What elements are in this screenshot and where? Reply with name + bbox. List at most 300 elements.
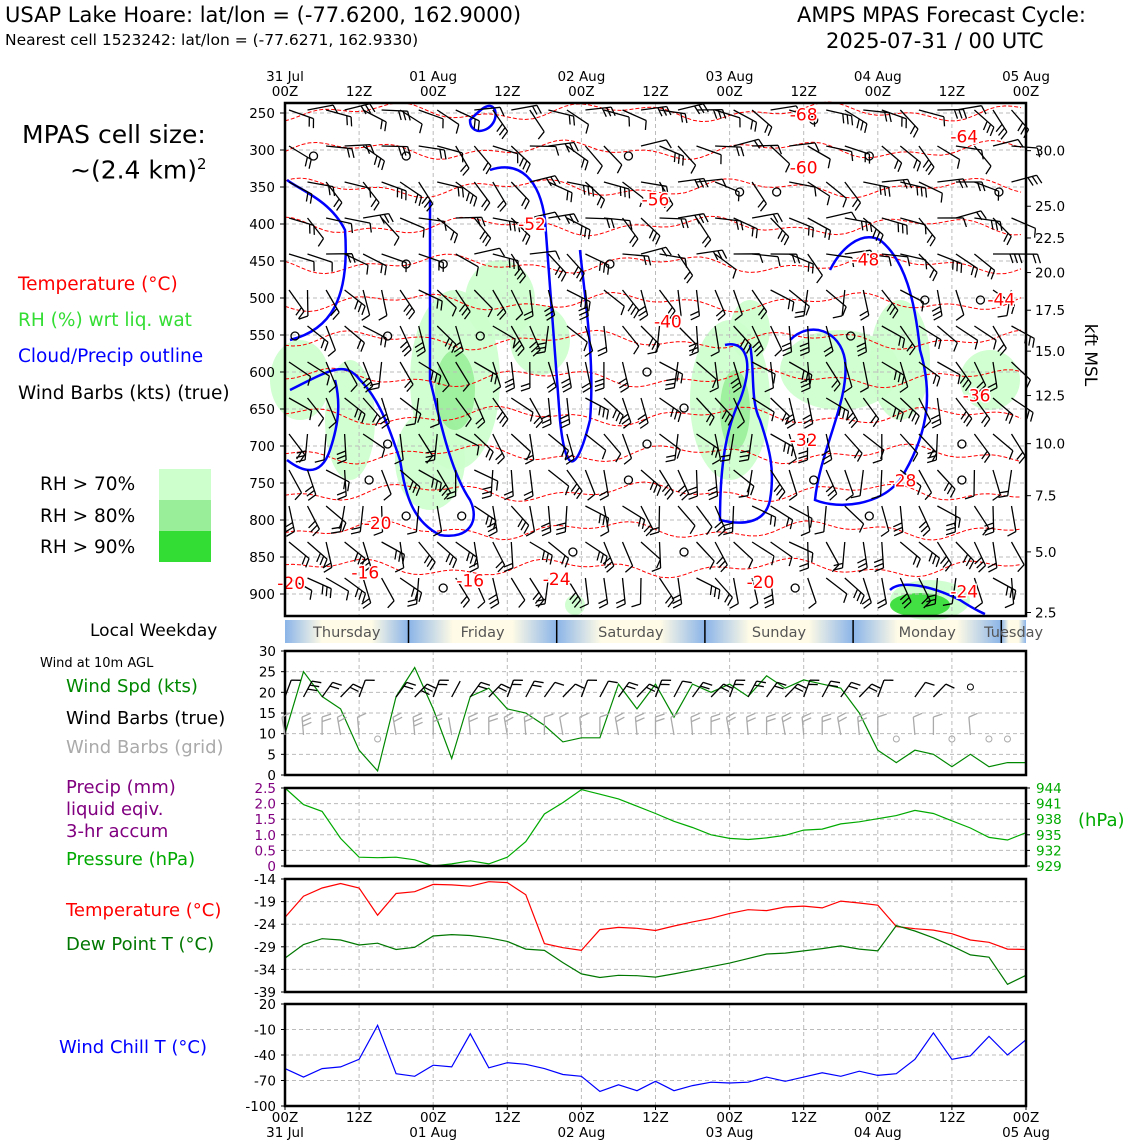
bottom-hour-label: 12Z [345,1110,373,1126]
wind-barb [615,713,624,735]
wind-barb [993,110,1007,139]
wind-barb [638,398,648,428]
wind-barb [913,713,922,735]
legend-rh90: RH > 90% [40,537,136,558]
top-hour-label: 00Z [716,84,743,100]
calm-wind-marker [791,584,799,592]
temperature-contour-label: -32 [789,431,818,451]
wind-barb [345,218,372,233]
bottom-hour-label: 00Z [271,1110,299,1126]
wind-barb [822,681,840,697]
pressure-tick-label: 250 [249,106,275,122]
wind-barb [511,434,530,460]
wind-barb [623,434,632,464]
wind-barb [544,682,564,697]
wind-barb [305,470,316,500]
wind-barb [524,470,533,500]
calm-wind-marker [624,152,632,160]
bottom-date-label: 03 Aug [705,1125,754,1140]
wind-barb [845,470,854,500]
panel-tick-label: 25 [258,664,276,681]
grid-calm-marker [1004,736,1010,742]
pressure-tick-label: 650 [249,402,275,418]
wind-barb [326,578,348,600]
wind-barb [933,684,954,697]
wind-barb [362,290,370,320]
wind-barb [561,362,571,392]
grid-calm-marker [375,736,381,742]
top-date-label: 04 Aug [853,69,902,85]
temperature-contour-label: -16 [351,563,380,584]
temperature-isotherm [285,558,1021,578]
calm-wind-marker [958,440,966,448]
wind-barb [878,680,894,697]
wind-barb [296,434,308,462]
wind-barb [413,713,423,735]
wind-barb [697,542,715,569]
cell-size-base: ~(2.4 km) [70,155,197,185]
wind-barb [585,542,607,566]
panel-tick-label: -14 [253,872,276,888]
wind-barb [474,470,497,491]
wind-barb [382,182,407,200]
wind-barb [993,434,1013,460]
rh-fill-region [435,350,475,430]
wind-barb [345,104,375,114]
wind-barb [919,506,930,536]
panel-tick-label: -29 [253,939,276,956]
wind-barb [845,182,861,211]
wind-barb [822,714,831,735]
top-hour-label: 00Z [271,84,299,100]
height-tick-label: 17.5 [1035,303,1066,320]
calm-wind-marker [921,296,929,304]
pressure-tick-label: 929 [1036,859,1062,875]
wind-barb [302,713,311,735]
wind-barb [1008,506,1016,536]
calm-wind-marker [643,440,651,448]
wind-barb [900,110,918,137]
wind-barb [526,506,534,536]
wind-barb [548,182,572,202]
legend-wind-speed: Wind Spd (kts) [66,676,198,697]
wind-barb [1012,398,1034,422]
panel-tick-label: 10 [258,726,276,743]
wind-barb [863,182,890,197]
wind-barb [322,682,342,697]
panel-tick-label: 0 [267,768,276,784]
rh-fill-region [890,593,950,617]
wind-barb [619,682,639,697]
height-tick-label: 22.5 [1035,230,1066,247]
wind-barb [363,146,384,170]
panel-tick-label: 1.0 [254,827,276,844]
calm-wind-marker [773,188,781,196]
wind-barb [563,684,584,697]
wind-barb [433,680,449,697]
wind-barb [752,506,776,527]
grid-calm-marker [893,736,899,742]
wind-barb [974,326,996,350]
wind-barb [289,434,305,463]
wind-barb [974,254,994,279]
wind-barb [433,714,442,735]
wind-barb [474,218,490,246]
bottom-hour-label: 12Z [790,1110,817,1126]
wind-barb [474,506,496,530]
weekday-label: Local Weekday [90,621,218,641]
wind-barb [363,110,386,131]
pressure-tick-label: 450 [249,254,275,270]
wind-barb [616,578,625,608]
wind-barb [641,218,660,244]
rh-fill-region [565,595,585,615]
wind-barb [315,434,326,462]
temperature-contour-label: -48 [851,250,880,271]
calm-wind-marker [402,152,410,160]
wind-barb [487,506,497,536]
panel-tick-label: 20 [258,685,276,702]
wind-barb [690,290,699,320]
legend-wind-barbs: Wind Barbs (kts) (true) [18,383,230,404]
pressure-tick-label: 850 [249,550,275,566]
wind-barb [393,713,402,735]
top-hour-label: 12Z [642,84,669,100]
panel-tick-label: 2.0 [254,796,276,813]
wind-barb [808,218,831,240]
wind-barb [838,713,847,735]
wind-barb [771,326,782,356]
wind-barb [771,254,800,263]
wind-barb [326,110,352,126]
wind-barb [752,542,774,565]
panel-tick-label: -70 [253,1073,276,1090]
wind-barb [289,254,314,271]
pressure-tick-label: 600 [249,365,275,381]
wind-barb [437,218,457,243]
wind-barb [604,434,621,462]
temperature-contour-label: -28 [888,471,917,492]
wind-barb [623,506,645,529]
wind-barb [504,470,513,500]
wind-barb [526,681,544,697]
wind-barb [289,290,304,319]
weekday-name: Sunday [751,625,807,641]
calm-wind-marker [384,332,392,340]
wind-barb [449,717,452,735]
wind-barb [641,140,671,148]
wind-barb [708,470,718,500]
wind-barb [504,713,513,735]
bottom-date-label: 01 Aug [409,1125,458,1140]
legend-wind-10m: Wind at 10m AGL [40,656,154,671]
pressure-tick-label: 800 [249,513,275,529]
wind-barb [370,362,382,390]
legend-rh: RH (%) wrt liq. wat [18,310,192,331]
bottom-hour-label: 00Z [864,1110,892,1126]
wind-barb [808,182,830,205]
wind-barb [474,182,490,211]
top-hour-label: 12Z [790,84,817,100]
temperature-contour-label: -20 [363,513,392,534]
wind-barb [289,146,311,169]
temperature-contour-label: -16 [456,571,485,592]
wind-barb [623,254,651,265]
top-date-label: 05 Aug [1002,69,1050,85]
wind-barb [541,398,551,428]
wind-barb [860,290,869,320]
wind-barb [919,470,932,500]
wind-barb [985,506,994,535]
panel-tick-label: 1.5 [254,812,276,829]
panel-tick-label: 15 [258,706,276,722]
wind-barb [452,681,461,697]
calm-wind-marker [569,548,577,556]
wind-barb [489,684,510,697]
wind-barb [845,218,872,232]
wind-barb [767,682,787,697]
panel-tick-label: 5 [267,747,276,764]
wind-barb [641,542,660,568]
wind-barb [660,470,674,499]
wind-barb [937,362,960,384]
pressure-tick-label: 350 [249,180,275,196]
panel-tick-label: -24 [253,917,276,934]
panel-tick-label: -10 [253,1022,276,1039]
wind-barb [548,254,566,281]
legend-rh80: RH > 80% [40,506,136,527]
bottom-hour-label: 00Z [1012,1110,1040,1126]
wind-barb [345,326,365,352]
wind-barb [345,182,371,198]
wind-barb [919,254,937,281]
wind-barb [859,684,880,697]
wind-barb [931,398,941,428]
temperature-contour-label: -60 [789,158,818,179]
wind-barb [845,506,864,533]
wind-barb [752,254,780,266]
wind-barb [585,434,605,459]
wind-barb [826,470,837,500]
station-title: USAP Lake Hoare: lat/lon = (-77.6200, 162.9000) [5,3,522,27]
legend-pressure: Pressure (hPa) [66,849,196,870]
weekday-name: Friday [460,625,505,641]
wind-barb [505,362,515,392]
bottom-hour-label: 12Z [494,1110,521,1126]
temperature-contour-label: -24 [950,582,979,603]
wind-barb [660,398,681,422]
temperature-contour-label: -44 [987,290,1016,311]
wind-barb [998,470,1011,497]
wind-barb [974,434,990,463]
wind-barb [308,254,333,272]
wind-barb [289,182,312,204]
wind-barb [567,470,582,499]
wind-barb [933,714,942,735]
wind-barb [656,714,665,735]
top-hour-label: 12Z [494,84,521,100]
wind-barb [493,218,520,232]
wind-barb [345,290,366,315]
wind-barb [530,146,559,156]
pressure-tick-label: 932 [1036,843,1062,860]
wind-barb [530,578,544,607]
wind-barb [678,470,689,500]
wind-barb [598,326,607,356]
wind-barb [808,254,823,283]
wind-barb [734,542,753,568]
wind-barb [872,470,882,499]
wind-barb [730,578,738,608]
wind-barb [748,681,766,697]
time-axes [266,1106,1050,1140]
wind-barb [993,254,1022,263]
pressure-tick-label: 941 [1036,796,1062,813]
wind-barb [400,326,411,356]
pressure-tick-label: 400 [249,217,275,233]
wind-barb [341,684,362,697]
weekday-strip [285,620,1044,643]
legend-barbs-true: Wind Barbs (true) [66,708,226,729]
panel-tick-label: 20 [258,997,276,1013]
wind-barb [919,434,937,461]
wind-barb [604,146,622,173]
bottom-hour-label: 12Z [938,1110,966,1126]
legend-cloud: Cloud/Precip outline [18,346,204,367]
wind-barb [678,104,708,114]
pressure-tick-label: 500 [249,291,275,307]
dewpoint-line [285,926,1026,985]
wind-barb [326,218,352,233]
wind-barb [715,290,725,320]
bottom-hour-label: 00Z [716,1110,743,1126]
wind-barb [299,290,308,319]
temperature-contour-label: -20 [746,573,775,594]
legend-precip-accum: 3-hr accum [66,821,169,842]
wind-barb [915,682,935,697]
wind-barb [322,714,331,735]
bottom-date-label: 04 Aug [853,1125,902,1140]
calm-wind-marker [402,512,410,520]
bottom-hour-label: 00Z [419,1110,447,1126]
wind-barb [862,578,871,608]
wind-barb [965,470,974,499]
wind-barb [437,110,459,134]
panel-tick-label: -40 [253,1048,276,1064]
top-hour-label: 12Z [938,84,966,100]
wind-barb [289,218,314,235]
wind-barb [560,398,570,428]
height-tick-label: 15.0 [1035,344,1066,361]
wind-barb [845,578,864,604]
temperature-isotherm [285,254,1021,274]
rh-fill-region [270,340,330,420]
wind-barb [474,248,504,256]
time-series-panels [245,644,1061,1115]
wind-barb [771,218,789,245]
pressure-tick-label: 700 [249,439,275,455]
wind-barb [585,470,595,500]
height-axis-label: kft MSL [1080,323,1100,387]
wind-barb [637,290,647,320]
temperature-contour-label: -20 [277,573,306,594]
legend-temperature-2m: Temperature (°C) [66,900,222,921]
temperature-contour-label: -68 [789,105,818,126]
wind-barb [785,684,806,697]
pressure-tick-label: 935 [1036,827,1062,844]
nearest-cell-text: Nearest cell 1523242: lat/lon = (-77.6271, 162.9330) [5,31,419,49]
wind-barb [878,714,887,735]
wind-barb [489,714,498,735]
wind-barb [919,218,935,246]
wind-barb [1012,326,1035,348]
wind-barb [541,506,551,536]
wind-barb [795,290,808,317]
top-hour-label: 00Z [419,84,447,100]
wind-barb [585,218,614,228]
wind-barb [400,218,424,238]
pressure-tick-label: 300 [249,143,275,159]
height-tick-label: 30.0 [1035,143,1066,160]
temperature-contour-label: -36 [962,386,991,407]
wind-barb [604,290,624,315]
temperature-contour-label: -64 [950,127,979,148]
true-calm-marker [967,684,973,690]
legend-precip-liquid: liquid eqiv. [66,799,164,820]
calm-wind-marker [458,512,466,520]
wind-barb [937,146,959,169]
wind-barb [826,578,847,603]
pressure-tick-label: 900 [249,587,275,603]
top-hour-label: 12Z [345,84,373,100]
wind-barb [808,578,816,608]
panel-tick-label: 30 [258,644,276,660]
temperature-contour-label: -56 [641,190,670,211]
wind-barb [359,680,375,697]
bottom-hour-label: 00Z [568,1110,595,1126]
wind-barb [582,362,591,392]
wind-barb [621,398,631,428]
wind-barb [691,713,700,735]
wind-barb [974,506,988,535]
wind-barb [697,578,720,599]
wind-barb [956,326,978,349]
wind-barb [833,542,845,570]
wind-barb [396,682,416,697]
top-date-label: 02 Aug [557,69,606,85]
wind-barb [530,251,560,260]
bottom-hour-label: 12Z [642,1110,669,1126]
wind-barb [456,542,477,566]
wind-barb [337,713,346,735]
wind-barb [1012,434,1026,463]
panel-tick-label: -19 [253,894,276,911]
height-tick-label: 2.5 [1035,605,1057,622]
wind-barb [382,146,411,156]
panel-tick-label: -39 [253,985,276,1001]
top-date-label: 01 Aug [409,69,458,85]
calm-wind-marker [865,512,873,520]
wind-barb [881,506,889,536]
wind-barb [618,362,628,392]
bottom-date-label: 31 Jul [266,1125,304,1140]
top-hour-label: 00Z [1012,84,1040,100]
wind-barb [379,290,387,320]
wind-barb [382,110,411,120]
wind-barb [530,542,552,565]
temperature-contour-label: -24 [542,570,571,591]
wind-barb [581,680,597,697]
